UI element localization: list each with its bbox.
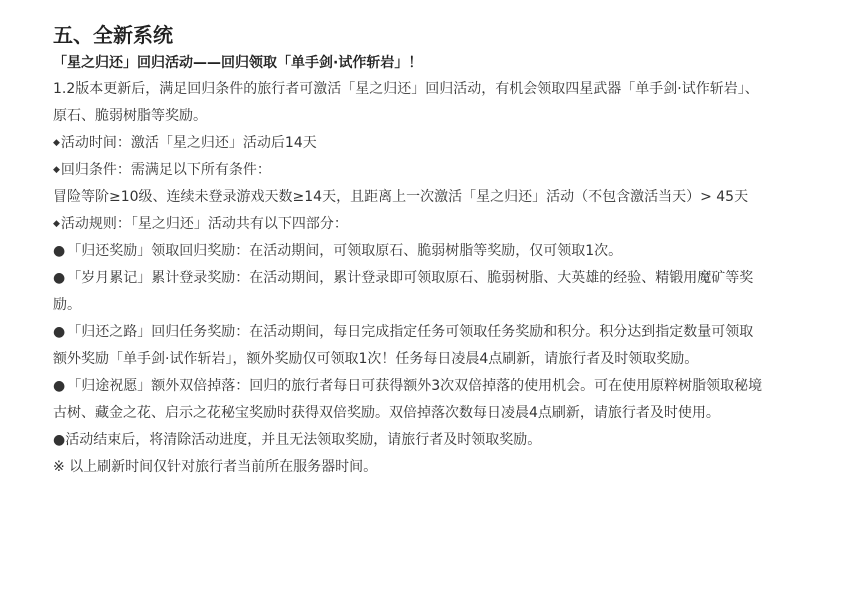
rule-item	[53, 238, 763, 265]
article-body	[53, 20, 763, 481]
activity-ending-line	[53, 427, 763, 454]
diamond-bullet-icon: ◆	[53, 138, 60, 148]
activity-time-text: 活动时间：激活「星之归还」活动后14天	[60, 135, 317, 151]
rule-item-text: 「归途祝愿」额外双倍掉落：回归的旅行者每日可获得额外3次双倍掉落的使用机会。可在使用原粹树脂领取秘境古树、藏金之花、启示之花秘宝奖励时获得双倍奖励。双倍掉落次数每日凌晨4点刷新，请旅行者及时使用。	[53, 378, 763, 421]
rule-item-text: 「岁月累记」累计登录奖励：在活动期间，累计登录即可领取原石、脆弱树脂、大英雄的经验、精锻用魔矿等奖励。	[53, 270, 754, 313]
rule-item	[53, 319, 763, 373]
rule-item-text: 「归还之路」回归任务奖励：在活动期间，每日完成指定任务可领取任务奖励和积分。积分达到指定数量可领取额外奖励「单手剑·试作斩岩」，额外奖励仅可领取1次！任务每日凌晨4点刷新，请旅行者及时领取奖励。	[53, 324, 754, 367]
section-heading: 五、全新系统	[53, 23, 173, 47]
return-condition-line	[53, 157, 763, 184]
rule-item	[53, 373, 763, 427]
rule-item-text: 「归还奖励」领取回归奖励：在活动期间，可领取原石、脆弱树脂等奖励，仅可领取1次。	[67, 243, 623, 259]
condition-detail-paragraph: 冒险等阶≥10级、连续未登录游戏天数≥14天，且距离上一次激活「星之归还」活动（不包含激活当天）> 45天	[53, 189, 749, 205]
dot-bullet-icon: ●	[53, 243, 66, 259]
intro-paragraph: 1.2版本更新后，满足回归条件的旅行者可激活「星之归还」回归活动，有机会领取四星武器「单手剑·试作斩岩」、原石、脆弱树脂等奖励。	[53, 81, 759, 124]
activity-rules-text: 活动规则：「星之归还」活动共有以下四部分：	[60, 216, 348, 232]
server-time-note: ※ 以上刷新时间仅针对旅行者当前所在服务器时间。	[53, 459, 378, 475]
dot-bullet-icon: ●	[53, 432, 66, 448]
dot-bullet-icon: ●	[53, 324, 66, 340]
activity-time-line	[53, 130, 763, 157]
dot-bullet-icon: ●	[53, 378, 66, 394]
dot-bullet-icon: ●	[53, 270, 66, 286]
rule-item	[53, 265, 763, 319]
diamond-bullet-icon: ◆	[53, 219, 60, 229]
section-subheading: 「星之归还」回归活动——回归领取「单手剑·试作斩岩」！	[53, 55, 423, 71]
activity-rules-line	[53, 211, 763, 238]
activity-ending-text: 活动结束后，将清除活动进度，并且无法领取奖励，请旅行者及时领取奖励。	[65, 432, 542, 448]
return-condition-text: 回归条件：需满足以下所有条件：	[60, 162, 271, 178]
diamond-bullet-icon: ◆	[53, 165, 60, 175]
